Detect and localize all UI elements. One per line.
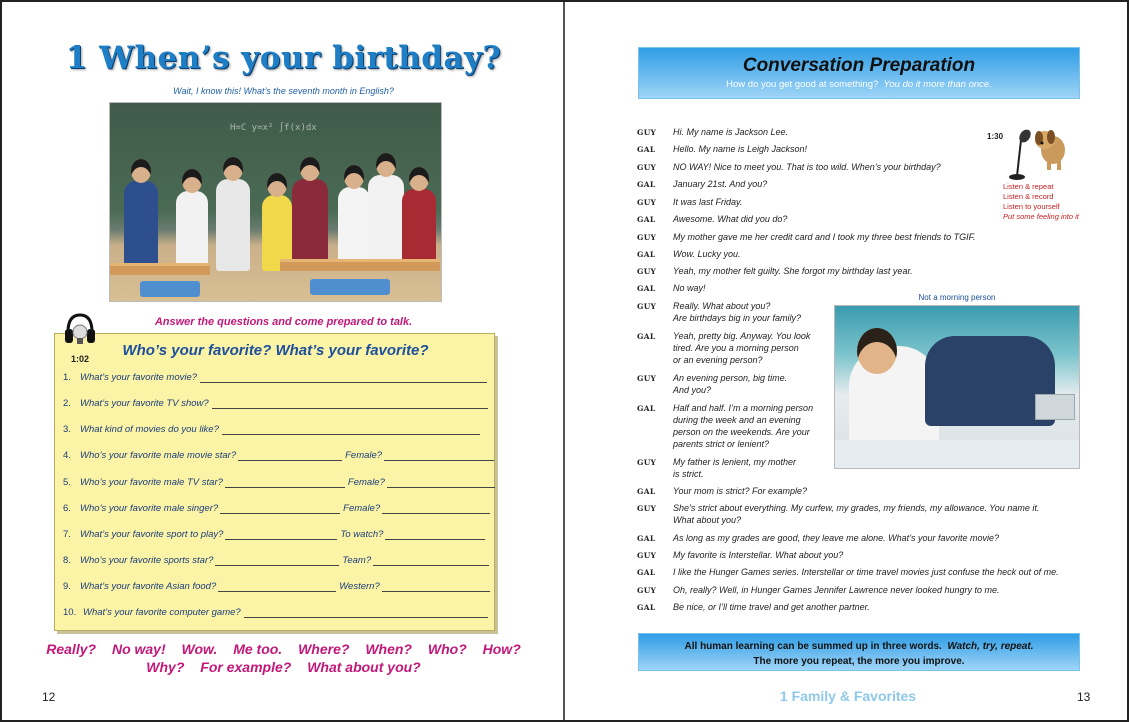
worksheet-title: Who’s your favorite? What’s your favorite? (122, 342, 429, 359)
page-number-right: 13 (1077, 690, 1091, 704)
student-figure (368, 175, 404, 271)
answer-blank[interactable] (215, 556, 339, 566)
dialog-line: GUY An evening person, big time. And you? (637, 373, 788, 395)
student-figure (176, 191, 208, 271)
speaker-label: GAL (637, 568, 656, 577)
dialog-line: GUY Hi. My name is Jackson Lee. (637, 127, 789, 137)
dialog-line: GAL No way! (637, 283, 706, 293)
chapter-footer: 1 Family & Favorites (779, 688, 917, 704)
expressions-line-1: Really? No way! Wow. Me too. Where? When? Who? How? (46, 641, 521, 657)
answer-blank[interactable] (385, 530, 485, 540)
answer-blank[interactable] (382, 582, 490, 592)
speaker-label: GAL (637, 215, 656, 224)
student-figure (124, 181, 158, 271)
dialog-line: GUY Yeah, my mother felt guilty. She forgot my birthday last year. (637, 266, 913, 276)
speaker-label: GUY (637, 267, 657, 276)
dialog-line: GUY Really. What about you? Are birthdays big in your family? (637, 301, 802, 323)
photo-caption: Not a morning person (918, 293, 996, 302)
dialog-line: GAL January 21st. And you? (637, 179, 768, 189)
answer-blank[interactable] (384, 451, 494, 461)
headphones-icon (63, 312, 97, 348)
answer-blank[interactable] (382, 504, 490, 514)
desk (110, 263, 210, 275)
speaker-label: GAL (637, 404, 656, 413)
right-page (567, 2, 1129, 720)
instruction-text: Answer the questions and come prepared to talk. (154, 316, 413, 328)
dialog-line: GUY My favorite is Interstellar. What about you? (637, 550, 844, 560)
answer-blank[interactable] (225, 478, 345, 488)
dialog-line: GAL Your mom is strict? For example? (637, 486, 808, 496)
speaker-label: GAL (637, 250, 656, 259)
speaker-label: GUY (637, 198, 657, 207)
microphone-dog-icon (987, 126, 1083, 182)
dialog-line: GAL Be nice, or I’ll time travel and get another partner. (637, 602, 870, 612)
audio-duration: 1:30 (987, 132, 1004, 141)
question-row: 6. Who’s your favorite male singer? Female? (63, 503, 490, 514)
chair (140, 281, 200, 297)
speaker-label: GUY (637, 586, 657, 595)
dialog-line: GAL Hello. My name is Leigh Jackson! (637, 144, 808, 154)
answer-blank[interactable] (387, 478, 495, 488)
dialog-line: GAL I like the Hunger Games series. Interstellar or time travel movies just confuse the heck out of me. (637, 567, 1059, 577)
answer-blank[interactable] (200, 373, 487, 383)
expressions-line-2: Why? For example? What about you? (146, 659, 421, 675)
speaker-label: GAL (637, 180, 656, 189)
left-page (2, 2, 565, 720)
question-row: 7. What’s your favorite sport to play? To watch? (63, 529, 485, 540)
speaker-label: GAL (637, 487, 656, 496)
dialog-line: GAL Awesome. What did you do? (637, 214, 788, 224)
answer-blank[interactable] (218, 582, 336, 592)
speaker-label: GAL (637, 332, 656, 341)
speaker-label: GUY (637, 302, 657, 311)
speaker-label: GUY (637, 233, 657, 242)
audio-track[interactable] (60, 312, 100, 364)
question-row: 1. What’s your favorite movie? (63, 372, 487, 383)
dialog-line: GUY She’s strict about everything. My curfew, my grades, my friends, my allowance. You name it. What about you? (637, 503, 1040, 525)
dialog-line: GUY Oh, really? Well, in Hunger Games Jennifer Lawrence never looked hungry to me. (637, 585, 1000, 595)
answer-blank[interactable] (244, 608, 488, 618)
question-row: 5. Who’s your favorite male TV star? Female? (63, 477, 495, 488)
question-row: 2. What’s your favorite TV show? (63, 398, 488, 409)
dialog-line: GUY My father is lenient, my mother is strict. (637, 457, 797, 479)
student-figure (216, 179, 250, 271)
answer-blank[interactable] (238, 451, 342, 461)
students-with-phones-photo (109, 102, 442, 302)
speaker-label: GAL (637, 145, 656, 154)
favorites-worksheet (54, 333, 495, 631)
banner-subtitle: How do you get good at something? You do it more than once. (726, 79, 992, 90)
dialog-line: GAL As long as my grades are good, they leave me alone. What’s your favorite movie? (637, 533, 1000, 543)
dialog-line: GAL Half and half. I’m a morning person during the week and an evening person on the weekends. Are your parents strict or lenient? (637, 403, 814, 449)
chair (310, 279, 390, 295)
banner-title: Conversation Preparation (742, 55, 976, 76)
answer-blank[interactable] (220, 504, 340, 514)
speaker-label: GUY (637, 551, 657, 560)
speaker-label: GAL (637, 603, 656, 612)
question-row: 3. What kind of movies do you like? (63, 424, 480, 435)
question-row: 4. Who’s your favorite male movie star? Female? (63, 450, 494, 461)
dialog-line: GAL Wow. Lucky you. (637, 249, 741, 259)
sleepy-student-photo (834, 305, 1080, 469)
answer-blank[interactable] (225, 530, 337, 540)
answer-blank[interactable] (222, 425, 480, 435)
dialog-line: GAL Yeah, pretty big. Anyway. You look tired. Are you a morning person or an evening person? (637, 331, 811, 365)
question-row: 10. What’s your favorite computer game? (63, 607, 488, 618)
speaker-label: GUY (637, 374, 657, 383)
lesson-title: 1 When’s your birthday? (65, 40, 502, 76)
page-number-left: 12 (42, 690, 56, 704)
dialog-line: GUY It was last Friday. (637, 197, 743, 207)
speaker-label: GAL (637, 284, 656, 293)
student-figure (292, 179, 328, 271)
dialog-line: GUY NO WAY! Nice to meet you. That is too wild. When’s your birthday? (637, 162, 941, 172)
audio-track[interactable] (987, 126, 1087, 226)
lesson-subtitle: Wait, I know this! What’s the seventh month in English? (173, 86, 394, 96)
conversation-prep-banner (638, 47, 1080, 99)
desk (280, 259, 440, 271)
speaker-label: GUY (637, 128, 657, 137)
speaker-label: GUY (637, 458, 657, 467)
speaker-label: GUY (637, 504, 657, 513)
audio-duration: 1:02 (70, 354, 89, 364)
answer-blank[interactable] (373, 556, 489, 566)
useful-expressions (2, 640, 565, 676)
learning-tip-banner: All human learning can be summed up in three words. Watch, try, repeat. The more you repeat, the more you improve. (638, 633, 1080, 671)
listen-instructions: Listen & repeat Listen & record Listen to yourself Put some feeling into it (1003, 182, 1079, 221)
chalkboard-writing: H=C y=x² ∫f(x)dx (230, 123, 317, 133)
speaker-label: GAL (637, 534, 656, 543)
question-row: 8. Who’s your favorite sports star? Team? (63, 555, 489, 566)
speaker-label: GUY (637, 163, 657, 172)
dialog-line: GUY My mother gave me her credit card and I took my three best friends to TGIF. (637, 232, 976, 242)
question-row: 9. What’s your favorite Asian food? Western? (63, 581, 490, 592)
answer-blank[interactable] (212, 399, 488, 409)
